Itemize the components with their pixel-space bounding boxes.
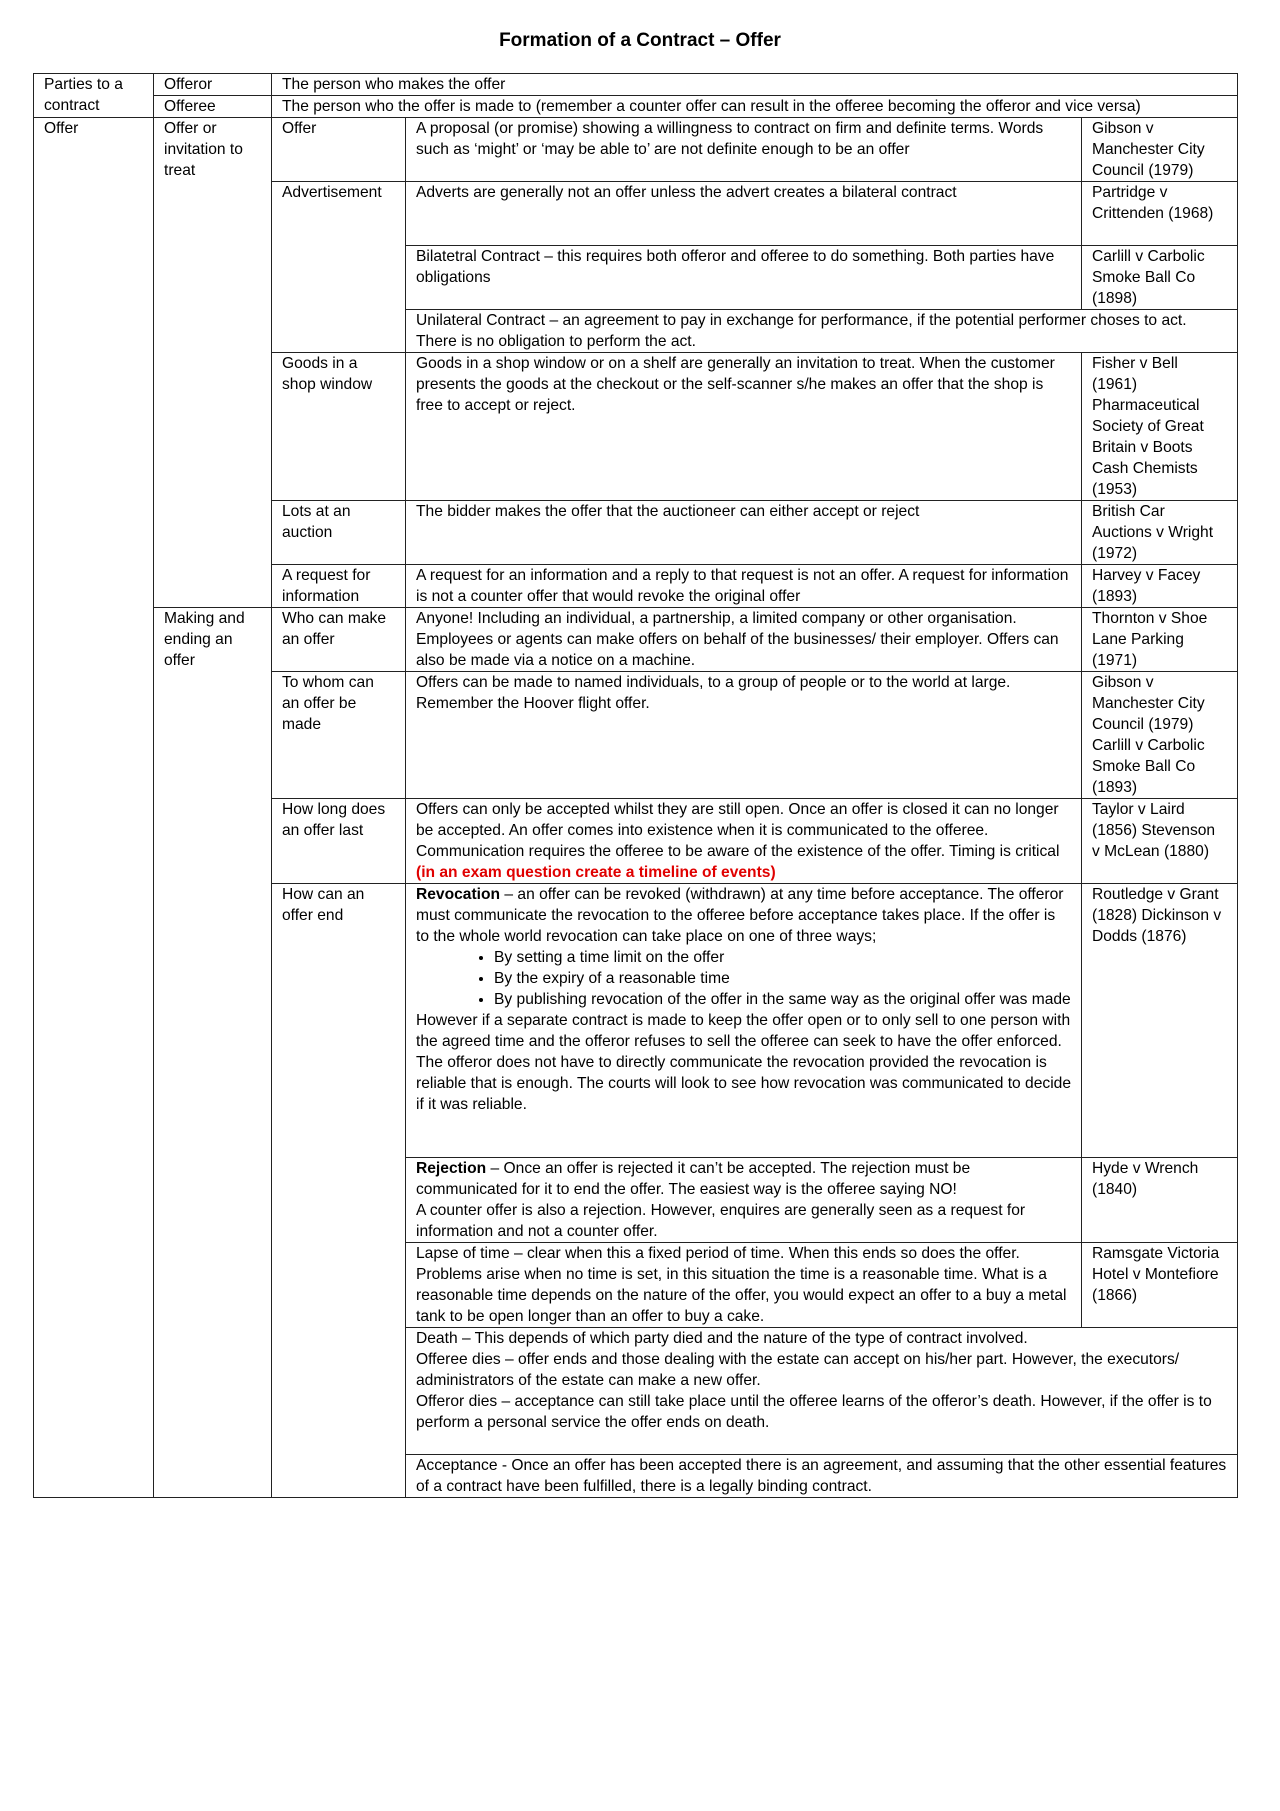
how-long-cell	[406, 799, 1082, 884]
bilateral-text: Bilatetral Contract – this requires both offeror and offeree to do something. Both parties have obligations	[406, 246, 1082, 310]
advertisement-label: Advertisement	[272, 182, 406, 353]
revocation-bullets	[416, 947, 1071, 1010]
group-making-ending: Making and ending an offer	[154, 608, 272, 1498]
auction-label: Lots at an auction	[272, 501, 406, 565]
death-text-3: Offeror dies – acceptance can still take place until the offeree learns of the offeror’s death. However, if the offer is to perform a personal service the offer ends on death.	[416, 1393, 1212, 1431]
request-case: Harvey v Facey (1893)	[1082, 565, 1238, 608]
revocation-cell	[406, 884, 1082, 1158]
contract-notes-table	[33, 73, 1238, 1498]
offeror-label: Offeror	[154, 74, 272, 96]
lapse-case: Ramsgate Victoria Hotel v Montefiore (1866)	[1082, 1243, 1238, 1328]
offeror-definition: The person who makes the offer	[272, 74, 1238, 96]
offeree-definition: The person who the offer is made to (remember a counter offer can result in the offeree becoming the offeror and vice versa)	[272, 96, 1238, 118]
table-row	[34, 74, 1238, 96]
offer-heading: Offer	[34, 118, 154, 1498]
list-item: • By publishing revocation of the offer in the same way as the original offer was made	[494, 989, 1071, 1010]
revocation-text: – an offer can be revoked (withdrawn) at any time before acceptance. The offeror must communicate the revocation to the offeree before acceptance takes place. If the offer is to the whole world revocation can take place on one of three ways;	[416, 886, 1064, 945]
who-text: Anyone! Including an individual, a partnership, a limited company or other organisation. Employees or agents can make offers on behalf of the businesses/ their employer. Offers can also be made via a notice on a machine.	[406, 608, 1082, 672]
goods-label: Goods in a shop window	[272, 353, 406, 501]
auction-text: The bidder makes the offer that the auctioneer can either accept or reject	[406, 501, 1082, 565]
lapse-text: Lapse of time – clear when this a fixed period of time. When this ends so does the offer. Problems arise when no time is set, in this situation the time is a reasonable time. What is a reasonable time depends on the nature of the offer, you would expect an offer to a buy a metal tank to be open longer than an offer to buy a cake.	[406, 1243, 1082, 1328]
who-case: Thornton v Shoe Lane Parking (1971)	[1082, 608, 1238, 672]
table-row	[34, 608, 1238, 672]
death-text-2: Offeree dies – offer ends and those dealing with the estate can accept on his/her part. However, the executors/ administrators of the estate can make a new offer.	[416, 1351, 1180, 1389]
advertisement-text: Adverts are generally not an offer unless the advert creates a bilateral contract	[406, 182, 1082, 246]
who-label: Who can make an offer	[272, 608, 406, 672]
rejection-term: Rejection	[416, 1160, 487, 1177]
offer-text: A proposal (or promise) showing a willingness to contract on firm and definite terms. Words such as ‘might’ or ‘may be able to’ are not definite enough to be an offer	[406, 118, 1082, 182]
request-label: A request for information	[272, 565, 406, 608]
how-long-label: How long does an offer last	[272, 799, 406, 884]
how-long-text: Offers can only be accepted whilst they are still open. Once an offer is closed it can no longer be accepted. An offer comes into existence when it is communicated to the offeree. Communication requires the offeree to be aware of the existence of the offer. Timing is critical	[416, 801, 1060, 860]
table-row	[34, 96, 1238, 118]
rejection-text-2: A counter offer is also a rejection. However, enquires are generally seen as a request for information and not a counter offer.	[416, 1202, 1026, 1240]
rejection-case: Hyde v Wrench (1840)	[1082, 1158, 1238, 1243]
whom-case: Gibson v Manchester City Council (1979) Carlill v Carbolic Smoke Ball Co (1893)	[1082, 672, 1238, 799]
how-long-case: Taylor v Laird (1856) Stevenson v McLean (1880)	[1082, 799, 1238, 884]
exam-tip-highlight: (in an exam question create a timeline of events)	[416, 864, 776, 881]
table-row	[34, 118, 1238, 182]
advertisement-case: Partridge v Crittenden (1968)	[1082, 182, 1238, 246]
whom-label: To whom can an offer be made	[272, 672, 406, 799]
list-item: • By setting a time limit on the offer	[494, 947, 1071, 968]
offer-case: Gibson v Manchester City Council (1979)	[1082, 118, 1238, 182]
death-text-1: Death – This depends of which party died and the nature of the type of contract involved.	[416, 1330, 1028, 1347]
acceptance-text: Acceptance - Once an offer has been accepted there is an agreement, and assuming that the other essential features of a contract have been fulfilled, there is a legally binding contract.	[406, 1455, 1238, 1498]
page-title: Formation of a Contract – Offer	[499, 30, 781, 51]
revocation-text-2: However if a separate contract is made to keep the offer open or to only sell to one person with the agreed time and the offeror refuses to sell the offeree can seek to have the offer enforced. The offeror does not have to directly communicate the revocation provided the revocation is reliable that is enough. The courts will look to see how revocation was communicated to decide if it was reliable.	[416, 1012, 1072, 1113]
request-text: A request for an information and a reply to that request is not an offer. A request for information is not a counter offer that would revoke the original offer	[406, 565, 1082, 608]
group-invitation-to-treat: Offer or invitation to treat	[154, 118, 272, 608]
bilateral-case: Carlill v Carbolic Smoke Ball Co (1898)	[1082, 246, 1238, 310]
death-cell	[406, 1328, 1238, 1455]
auction-case: British Car Auctions v Wright (1972)	[1082, 501, 1238, 565]
offeree-label: Offeree	[154, 96, 272, 118]
offer-label: Offer	[272, 118, 406, 182]
list-item: • By the expiry of a reasonable time	[494, 968, 1071, 989]
revocation-case: Routledge v Grant (1828) Dickinson v Dodds (1876)	[1082, 884, 1238, 1158]
unilateral-text: Unilateral Contract – an agreement to pay in exchange for performance, if the potential performer choses to act. There is no obligation to perform the act.	[406, 310, 1238, 353]
goods-text: Goods in a shop window or on a shelf are generally an invitation to treat. When the customer presents the goods at the checkout or the self-scanner s/he makes an offer that the shop is free to accept or reject.	[406, 353, 1082, 501]
revocation-term: Revocation	[416, 886, 501, 903]
parties-heading: Parties to a contract	[34, 74, 154, 118]
how-end-label: How can an offer end	[272, 884, 406, 1498]
rejection-cell	[406, 1158, 1082, 1243]
rejection-text: – Once an offer is rejected it can’t be accepted. The rejection must be communicated for it to end the offer. The easiest way is the offeree saying NO!	[416, 1160, 971, 1198]
goods-case: Fisher v Bell (1961) Pharmaceutical Society of Great Britain v Boots Cash Chemists (1953)	[1082, 353, 1238, 501]
whom-text: Offers can be made to named individuals, to a group of people or to the world at large. Remember the Hoover flight offer.	[406, 672, 1082, 799]
